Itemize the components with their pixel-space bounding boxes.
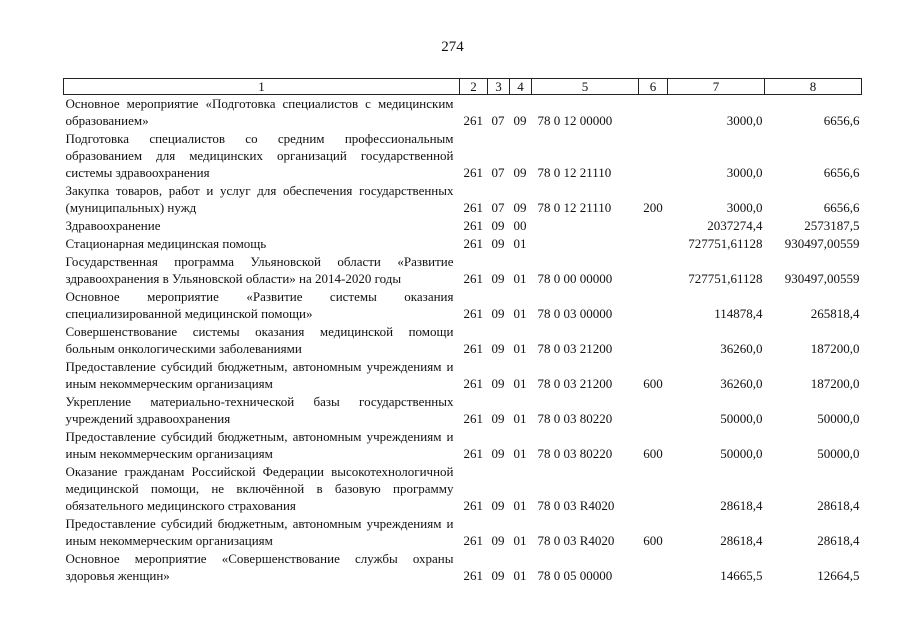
- header-col-5: 5: [532, 79, 639, 95]
- row-name: Стационарная медицинская помощь: [65, 236, 267, 251]
- row-amount-col8: 265818,4: [810, 306, 860, 321]
- row-expense-type: 600: [643, 533, 663, 548]
- row-name: Предоставление субсидий бюджетным, автономным учреждениям и иным некоммерческим организациям: [65, 429, 454, 461]
- row-name: Оказание гражданам Российской Федерации высокотехнологичной медицинской помощи, не включённой в базовую программу обязательного медицинского страхования: [65, 464, 454, 513]
- row-ministry-code: 261: [463, 165, 483, 180]
- row-ministry-code: 261: [463, 113, 483, 128]
- row-amount-col8: 50000,0: [817, 446, 860, 461]
- table-row: [64, 323, 862, 358]
- row-amount-col7: 36260,0: [720, 376, 763, 391]
- row-subsection-code: 09: [513, 200, 527, 215]
- row-amount-col8: 6656,6: [823, 200, 860, 215]
- row-expense-type: [639, 323, 668, 358]
- row-amount-col7: 114878,4: [714, 306, 763, 321]
- row-name: Предоставление субсидий бюджетным, автономным учреждениям и иным некоммерческим организациям: [65, 516, 454, 548]
- row-ministry-code: 261: [463, 411, 483, 426]
- row-subsection-code: 01: [513, 446, 527, 461]
- row-name: Предоставление субсидий бюджетным, автономным учреждениям и иным некоммерческим организациям: [65, 359, 454, 391]
- row-section-code: 09: [491, 376, 505, 391]
- row-amount-col7: 727751,61128: [688, 236, 763, 251]
- row-target-article: 78 0 12 21110: [537, 200, 612, 215]
- table-row: [64, 288, 862, 323]
- row-subsection-code: 00: [513, 218, 527, 233]
- row-target-article: 78 0 03 80220: [537, 411, 613, 426]
- header-col-8: 8: [765, 79, 862, 95]
- row-expense-type: 200: [643, 200, 663, 215]
- row-amount-col8: 187200,0: [810, 376, 860, 391]
- row-section-code: 07: [491, 165, 505, 180]
- row-target-article: 78 0 03 R4020: [537, 533, 615, 548]
- row-amount-col7: 3000,0: [726, 113, 763, 128]
- row-amount-col8: 930497,00559: [784, 271, 860, 286]
- header-col-4: 4: [510, 79, 532, 95]
- row-expense-type: [639, 130, 668, 182]
- row-section-code: 07: [491, 113, 505, 128]
- row-amount-col7: 14665,5: [720, 568, 763, 583]
- table-row: [64, 130, 862, 182]
- row-name: Основное мероприятие «Развитие системы оказания специализированной медицинской помощи»: [65, 289, 454, 321]
- row-amount-col7: 28618,4: [720, 498, 763, 513]
- page-number: 274: [441, 39, 464, 55]
- row-target-article: 78 0 03 80220: [537, 446, 613, 461]
- table-row: [64, 217, 862, 235]
- row-target-article: 78 0 03 00000: [537, 306, 613, 321]
- header-col-7: 7: [668, 79, 765, 95]
- table-row: [64, 428, 862, 463]
- row-amount-col8: 930497,00559: [784, 236, 860, 251]
- row-amount-col7: 28618,4: [720, 533, 763, 548]
- row-ministry-code: 261: [463, 218, 483, 233]
- row-name: Основное мероприятие «Совершенствование службы охраны здоровья женщин»: [65, 551, 454, 583]
- row-target-article: [532, 235, 639, 253]
- row-section-code: 09: [491, 218, 505, 233]
- row-section-code: 07: [491, 200, 505, 215]
- row-expense-type: [639, 463, 668, 515]
- row-subsection-code: 01: [513, 533, 527, 548]
- row-expense-type: 600: [643, 376, 663, 391]
- table-row: [64, 463, 862, 515]
- row-expense-type: [639, 393, 668, 428]
- table-header: [64, 79, 862, 95]
- table-row: [64, 515, 862, 550]
- header-col-1: 1: [64, 79, 460, 95]
- row-ministry-code: 261: [463, 200, 483, 215]
- row-ministry-code: 261: [463, 533, 483, 548]
- row-target-article: 78 0 00 00000: [537, 271, 613, 286]
- row-expense-type: [639, 95, 668, 131]
- row-subsection-code: 01: [513, 498, 527, 513]
- row-amount-col7: 3000,0: [726, 200, 763, 215]
- table-row: [64, 550, 862, 585]
- row-name: Основное мероприятие «Подготовка специалистов с медицинским образованием»: [65, 96, 454, 128]
- row-ministry-code: 261: [463, 376, 483, 391]
- row-expense-type: [639, 550, 668, 585]
- row-amount-col8: 28618,4: [817, 533, 860, 548]
- row-ministry-code: 261: [463, 306, 483, 321]
- row-subsection-code: 01: [513, 568, 527, 583]
- header-col-3: 3: [488, 79, 510, 95]
- table-row: [64, 393, 862, 428]
- budget-table: [63, 78, 862, 585]
- row-section-code: 09: [491, 306, 505, 321]
- row-subsection-code: 01: [513, 271, 527, 286]
- row-expense-type: [639, 217, 668, 235]
- row-amount-col8: 187200,0: [810, 341, 860, 356]
- table-body: [64, 95, 862, 586]
- row-amount-col7: 50000,0: [720, 411, 763, 426]
- row-target-article: 78 0 03 21200: [537, 341, 613, 356]
- row-expense-type: [639, 235, 668, 253]
- row-name: Подготовка специалистов со средним профессиональным образованием для медицинских организаций государственной системы здравоохранения: [65, 131, 454, 180]
- row-ministry-code: 261: [463, 271, 483, 286]
- row-section-code: 09: [491, 341, 505, 356]
- row-name: Здравоохранение: [65, 218, 161, 233]
- table-row: [64, 358, 862, 393]
- row-target-article: 78 0 05 00000: [537, 568, 613, 583]
- row-ministry-code: 261: [463, 568, 483, 583]
- table-row: [64, 182, 862, 217]
- row-amount-col8: 12664,5: [817, 568, 860, 583]
- row-section-code: 09: [491, 446, 505, 461]
- row-expense-type: [639, 253, 668, 288]
- row-expense-type: [639, 288, 668, 323]
- row-name: Укрепление материально-технической базы государственных учреждений здравоохранения: [65, 394, 454, 426]
- row-name: Совершенствование системы оказания медицинской помощи больным онкологическими заболеваниями: [65, 324, 454, 356]
- row-amount-col7: 36260,0: [720, 341, 763, 356]
- row-ministry-code: 261: [463, 341, 483, 356]
- table-row: [64, 95, 862, 131]
- row-subsection-code: 01: [513, 236, 527, 251]
- row-section-code: 09: [491, 498, 505, 513]
- row-amount-col7: 3000,0: [726, 165, 763, 180]
- row-section-code: 09: [491, 411, 505, 426]
- row-expense-type: 600: [643, 446, 663, 461]
- row-ministry-code: 261: [463, 446, 483, 461]
- row-target-article: 78 0 12 00000: [537, 113, 613, 128]
- row-amount-col7: 727751,61128: [688, 271, 763, 286]
- row-subsection-code: 09: [513, 165, 527, 180]
- table-row: [64, 253, 862, 288]
- row-subsection-code: 09: [513, 113, 527, 128]
- row-subsection-code: 01: [513, 376, 527, 391]
- row-amount-col8: 6656,6: [823, 165, 860, 180]
- row-name: Государственная программа Ульяновской области «Развитие здравоохранения в Ульяновской области» на 2014-2020 годы: [65, 254, 454, 286]
- row-section-code: 09: [491, 236, 505, 251]
- row-section-code: 09: [491, 533, 505, 548]
- row-ministry-code: 261: [463, 236, 483, 251]
- row-amount-col8: 28618,4: [817, 498, 860, 513]
- row-amount-col8: 50000,0: [817, 411, 860, 426]
- header-col-2: 2: [460, 79, 488, 95]
- row-target-article: 78 0 03 R4020: [537, 498, 615, 513]
- row-subsection-code: 01: [513, 341, 527, 356]
- row-subsection-code: 01: [513, 411, 527, 426]
- row-subsection-code: 01: [513, 306, 527, 321]
- row-target-article: 78 0 12 21110: [537, 165, 612, 180]
- header-col-6: 6: [639, 79, 668, 95]
- row-ministry-code: 261: [463, 498, 483, 513]
- row-section-code: 09: [491, 568, 505, 583]
- row-target-article: [532, 217, 639, 235]
- table-row: [64, 235, 862, 253]
- header-row: [64, 79, 862, 95]
- row-amount-col8: 6656,6: [823, 113, 860, 128]
- row-section-code: 09: [491, 271, 505, 286]
- row-amount-col7: 50000,0: [720, 446, 763, 461]
- row-amount-col8: 2573187,5: [804, 218, 860, 233]
- row-name: Закупка товаров, работ и услуг для обеспечения государственных (муниципальных) нужд: [65, 183, 454, 215]
- row-target-article: 78 0 03 21200: [537, 376, 613, 391]
- row-amount-col7: 2037274,4: [707, 218, 763, 233]
